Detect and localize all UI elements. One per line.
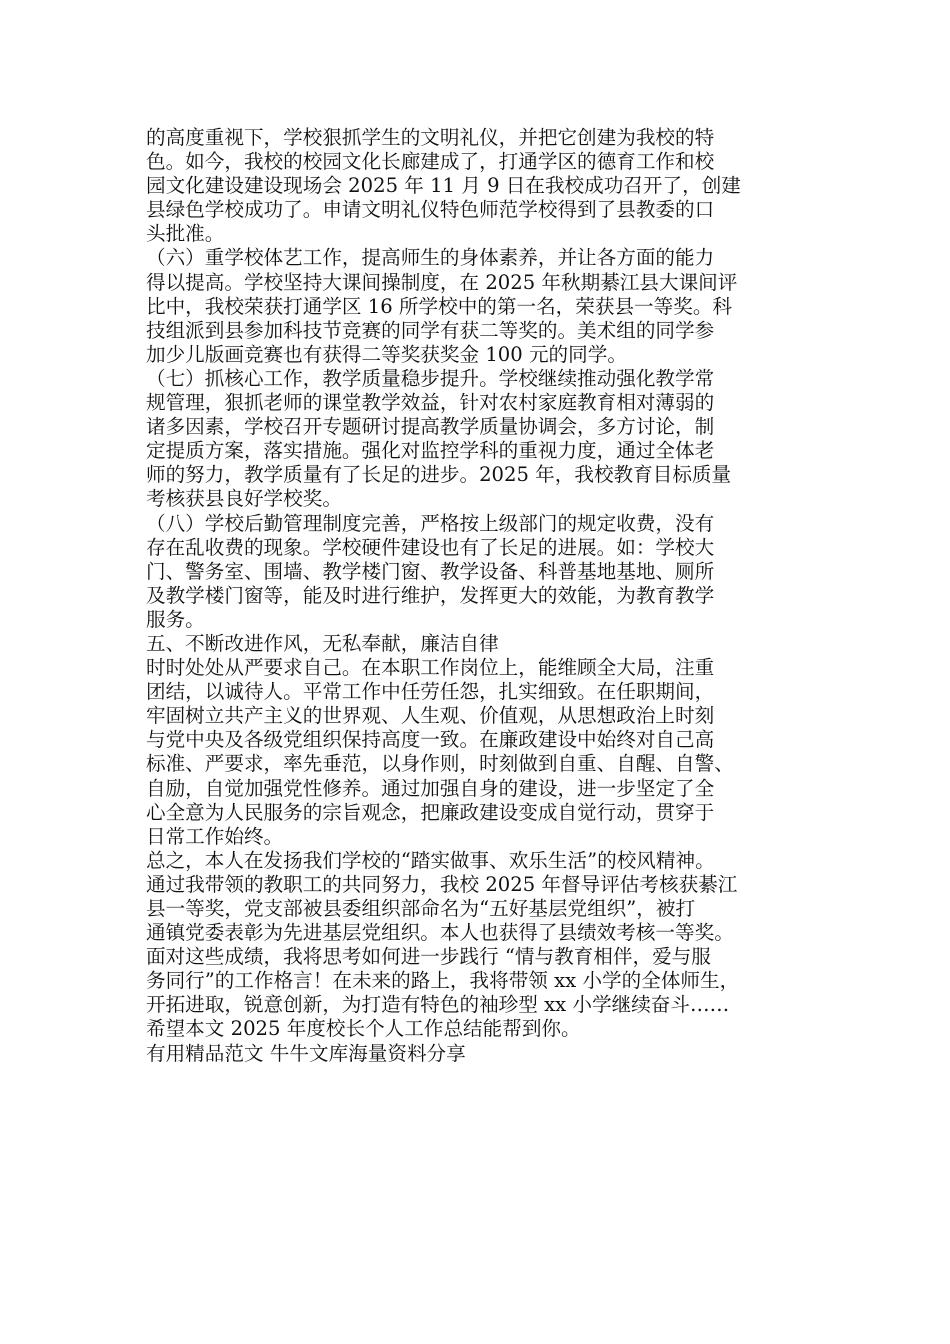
text-line: 头批准。 — [146, 222, 225, 246]
text-line: 的高度重视下，学校狠抓学生的文明礼仪，并把它创建为我校的特 — [146, 126, 715, 149]
text-line: 开拓进取，锐意创新，为打造有特色的袖珍型 xx 小学继续奋斗…… — [146, 993, 730, 1017]
text-line: 团结，以诚待人。平常工作中任劳任怨，扎实细致。在任职期间， — [146, 680, 715, 704]
text-line: 心全意为人民服务的宗旨观念，把廉政建设变成自觉行动，贯穿于 — [146, 800, 715, 824]
text-line: 时时处处从严要求自己。在本职工作岗位上，能维顾全大局，注重 — [146, 656, 715, 680]
text-line: 得以提高。学校坚持大课间操制度，在 2025 年秋期綦江县大课间评 — [146, 270, 738, 294]
text-line: 自励，自觉加强党性修养。通过加强自身的建设，进一步坚定了全 — [146, 776, 715, 800]
document-body — [146, 126, 810, 1066]
text-line: 加少儿版画竞赛也有获得二等奖获奖金 100 元的同学。 — [146, 342, 627, 366]
text-line: 牢固树立共产主义的世界观、人生观、价值观，从思想政治上时刻 — [146, 704, 715, 728]
footer-note: 有用精品范文 牛牛文库海量资料分享 — [146, 1041, 466, 1065]
text-line: 规管理，狠抓老师的课堂教学效益，针对农村家庭教育相对薄弱的 — [146, 391, 715, 415]
text-line: 县一等奖，党支部被县委组织部命名为“五好基层党组织”，被打 — [146, 897, 696, 920]
text-line: 总之，本人在发扬我们学校的“踏实做事、欢乐生活”的校风精神。 — [146, 848, 715, 872]
text-line: 师的努力，教学质量有了长足的进步。2025 年，我校教育目标质量 — [146, 463, 732, 487]
text-line: （六）重学校体艺工作，提高师生的身体素养，并让各方面的能力 — [146, 246, 715, 270]
text-line: 门、警务室、围墙、教学楼门窗、教学设备、科普基地基地、厕所 — [146, 559, 715, 583]
text-line: 考核获县良好学校奖。 — [146, 487, 342, 511]
text-line: （八）学校后勤管理制度完善，严格按上级部门的规定收费，没有 — [146, 511, 715, 535]
text-line: 务同行”的工作格言！在未来的路上，我将带领 xx 小学的全体师生， — [146, 969, 740, 993]
text-line: 与党中央及各级党组织保持高度一致。在廉政建设中始终对自己高 — [146, 728, 715, 752]
text-line: 诸多因素，学校召开专题研讨提高教学质量协调会，多方讨论，制 — [146, 415, 715, 439]
text-line: 服务。 — [146, 607, 205, 631]
text-line: 技组派到县参加科技节竞赛的同学有获二等奖的。美术组的同学参 — [146, 318, 715, 342]
text-line: 面对这些成绩，我将思考如何进一步践行 “情与教育相伴，爱与服 — [146, 945, 711, 969]
text-line: 标准、严要求，率先垂范，以身作则，时刻做到自重、自醒、自警、 — [146, 752, 734, 776]
text-line: 通过我带领的教职工的共同努力，我校 2025 年督导评估考核获綦江 — [146, 872, 738, 896]
text-line: 及教学楼门窗等，能及时进行维护，发挥更大的效能，为教育教学 — [146, 583, 715, 607]
text-line: 色。如今，我校的校园文化长廊建成了，打通学区的德育工作和校 — [146, 150, 715, 174]
section-heading: 五、不断改进作风，无私奉献，廉洁自律 — [146, 631, 499, 655]
text-line: 县绿色学校成功了。申请文明礼仪特色师范学校得到了县教委的口 — [146, 198, 715, 222]
text-line: 比中，我校荣获打通学区 16 所学校中的第一名，荣获县一等奖。科 — [146, 294, 733, 318]
text-line: （七）抓核心工作，教学质量稳步提升。学校继续推动强化教学常 — [146, 366, 715, 390]
text-line: 定提质方案，落实措施。强化对监控学科的重视力度，通过全体老 — [146, 439, 715, 463]
text-line: 通镇党委表彰为先进基层党组织。本人也获得了县绩效考核一等奖。 — [146, 921, 734, 945]
text-line: 希望本文 2025 年度校长个人工作总结能帮到你。 — [146, 1017, 581, 1041]
text-line: 存在乱收费的现象。学校硬件建设也有了长足的进展。如：学校大 — [146, 535, 715, 559]
text-line: 园文化建设建设现场会 2025 年 11 月 9 日在我校成功召开了，创建 — [146, 174, 741, 198]
text-line: 日常工作始终。 — [146, 824, 284, 848]
